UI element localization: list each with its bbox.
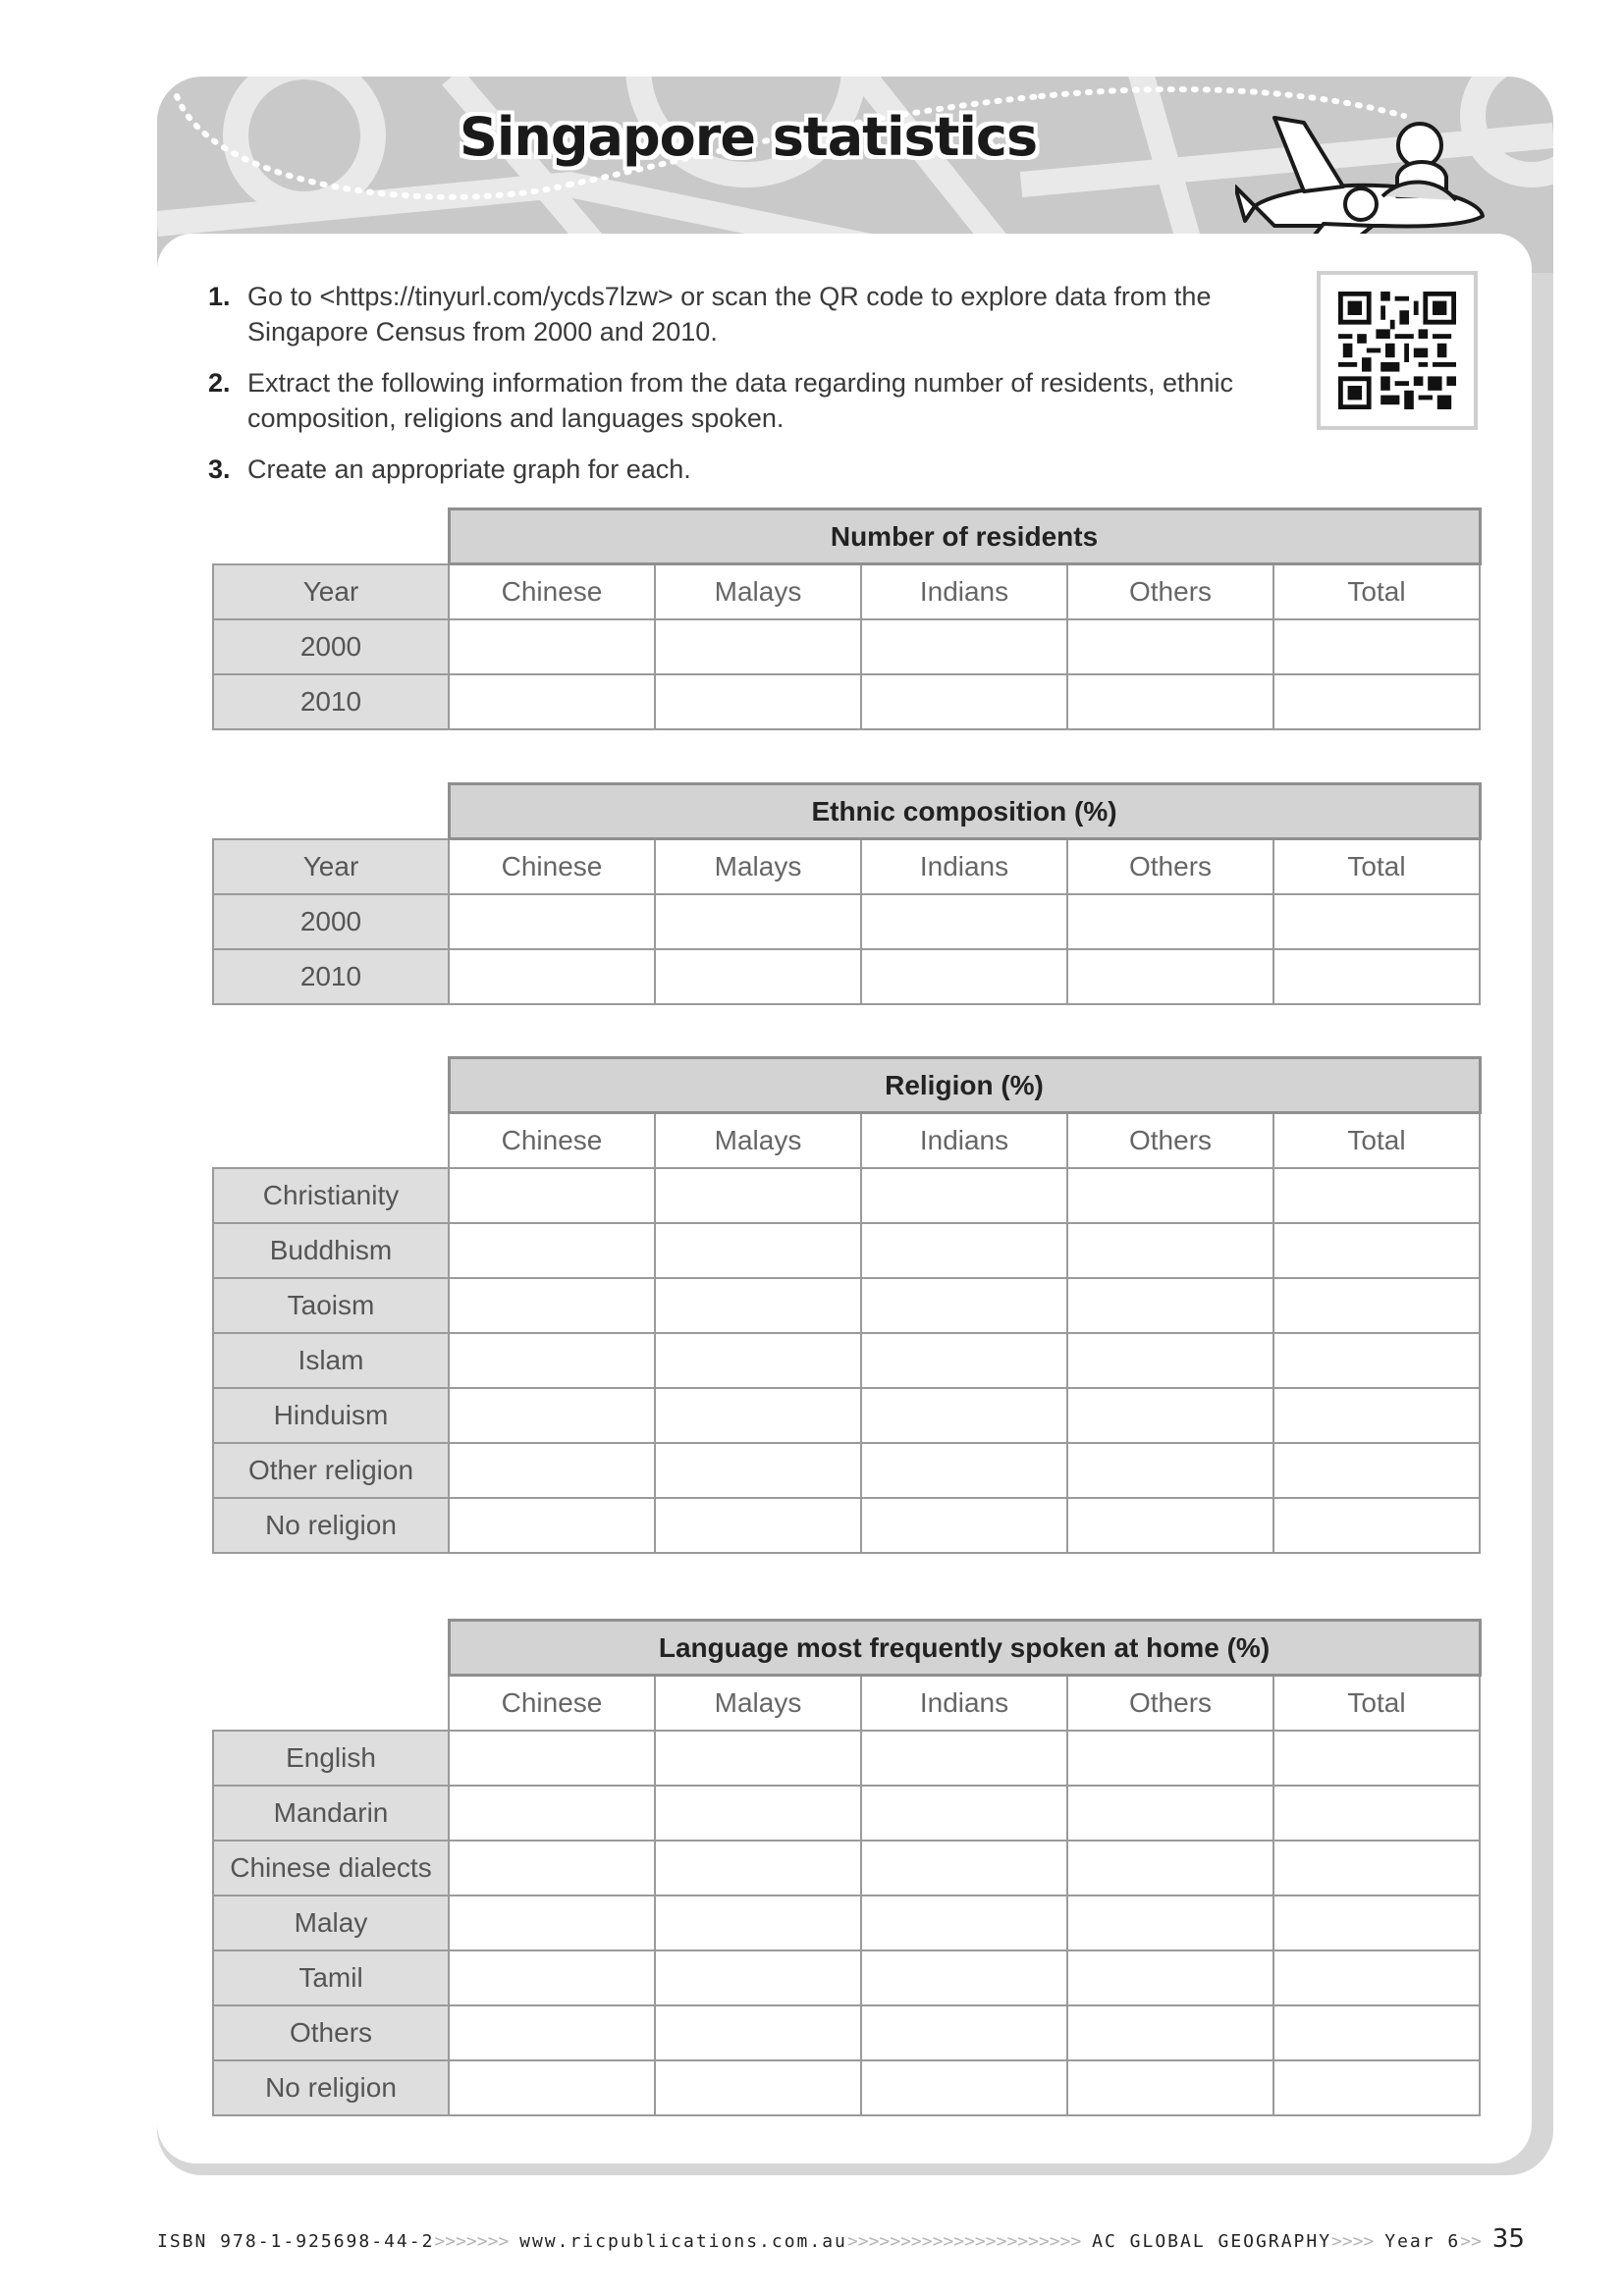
row-label: Taoism — [213, 1278, 449, 1333]
input-cell[interactable] — [655, 1333, 861, 1388]
input-cell[interactable] — [861, 1498, 1067, 1553]
divider-arrows: >>>>>>> — [434, 2231, 520, 2252]
input-cell[interactable] — [1067, 674, 1273, 729]
table-row — [213, 619, 1480, 674]
input-cell[interactable] — [449, 1333, 655, 1388]
input-cell[interactable] — [655, 1786, 861, 1841]
input-cell[interactable] — [861, 1388, 1067, 1443]
input-cell[interactable] — [861, 1443, 1067, 1498]
input-cell[interactable] — [1273, 2060, 1480, 2115]
input-cell[interactable] — [861, 1333, 1067, 1388]
input-cell[interactable] — [449, 1896, 655, 1950]
language-table — [212, 1619, 1482, 2116]
input-cell[interactable] — [1273, 1333, 1480, 1388]
input-cell[interactable] — [861, 1786, 1067, 1841]
divider-arrows: >>>>>>>>>>>>>>>>>>>>>> — [846, 2231, 1093, 2252]
input-cell[interactable] — [861, 2060, 1067, 2115]
input-cell[interactable] — [1273, 1278, 1480, 1333]
table-title: Religion (%) — [449, 1058, 1480, 1113]
input-cell[interactable] — [1273, 1498, 1480, 1553]
table-title: Language most frequently spoken at home (%) — [449, 1621, 1480, 1676]
corner-label: Year — [213, 839, 449, 894]
column-header: Total — [1273, 839, 1480, 894]
row-label: Buddhism — [213, 1223, 449, 1278]
input-cell[interactable] — [655, 1443, 861, 1498]
input-cell[interactable] — [655, 674, 861, 729]
table-row — [213, 949, 1480, 1004]
table-row — [213, 1731, 1480, 1786]
instruction-text: Extract the following information from the data regarding number of residents, ethnic composition, religions and languages spoken. — [247, 368, 1234, 433]
table-row — [213, 1278, 1480, 1333]
corner-blank — [213, 1676, 449, 1731]
column-header: Total — [1273, 564, 1480, 619]
row-label: Islam — [213, 1333, 449, 1388]
table-row — [213, 1168, 1480, 1223]
instruction-number: 2. — [208, 368, 231, 398]
input-cell[interactable] — [1067, 1388, 1273, 1443]
input-cell[interactable] — [1067, 1731, 1273, 1786]
corner-blank — [213, 1621, 449, 1676]
column-header: Chinese — [449, 1676, 655, 1731]
column-header: Total — [1273, 1113, 1480, 1168]
input-cell[interactable] — [655, 1278, 861, 1333]
column-header: Chinese — [449, 839, 655, 894]
input-cell[interactable] — [1067, 1786, 1273, 1841]
input-cell[interactable] — [655, 2060, 861, 2115]
isbn-text: ISBN 978-1-925698-44-2 — [157, 2231, 435, 2252]
qr-code[interactable] — [1317, 271, 1478, 430]
religion-table — [212, 1056, 1482, 1554]
table-row — [213, 2060, 1480, 2115]
table-row — [213, 1896, 1480, 1950]
input-cell[interactable] — [449, 1223, 655, 1278]
input-cell[interactable] — [1273, 1731, 1480, 1786]
input-cell[interactable] — [1273, 1388, 1480, 1443]
input-cell[interactable] — [449, 1388, 655, 1443]
input-cell[interactable] — [1067, 1278, 1273, 1333]
table-row — [213, 1950, 1480, 2005]
row-label: No religion — [213, 1498, 449, 1553]
corner-blank — [213, 1058, 449, 1113]
input-cell[interactable] — [655, 2005, 861, 2060]
input-cell[interactable] — [861, 949, 1067, 1004]
column-header: Others — [1067, 1113, 1273, 1168]
input-cell[interactable] — [1067, 949, 1273, 1004]
input-cell[interactable] — [1067, 1223, 1273, 1278]
column-header: Total — [1273, 1676, 1480, 1731]
input-cell[interactable] — [1067, 2060, 1273, 2115]
input-cell[interactable] — [449, 674, 655, 729]
input-cell[interactable] — [1067, 1443, 1273, 1498]
page-title: Singapore statistics — [460, 106, 1038, 168]
row-label: Malay — [213, 1896, 449, 1950]
input-cell[interactable] — [655, 1168, 861, 1223]
input-cell[interactable] — [861, 1278, 1067, 1333]
column-header: Chinese — [449, 564, 655, 619]
instruction-2 — [208, 365, 1308, 436]
column-header: Indians — [861, 1113, 1067, 1168]
input-cell[interactable] — [655, 1896, 861, 1950]
input-cell[interactable] — [449, 1443, 655, 1498]
column-header: Others — [1067, 564, 1273, 619]
divider-arrows: >>>> — [1331, 2231, 1385, 2252]
instruction-text: Create an appropriate graph for each. — [247, 454, 691, 484]
input-cell[interactable] — [655, 949, 861, 1004]
input-cell[interactable] — [1273, 619, 1480, 674]
corner-label: Year — [213, 564, 449, 619]
input-cell[interactable] — [861, 1223, 1067, 1278]
input-cell[interactable] — [1067, 619, 1273, 674]
table-row — [213, 2005, 1480, 2060]
instruction-number: 3. — [208, 454, 231, 484]
input-cell[interactable] — [449, 894, 655, 949]
input-cell[interactable] — [449, 2005, 655, 2060]
input-cell[interactable] — [655, 1731, 861, 1786]
input-cell[interactable] — [1273, 1841, 1480, 1896]
input-cell[interactable] — [449, 2060, 655, 2115]
table-row — [213, 1786, 1480, 1841]
row-label: English — [213, 1731, 449, 1786]
table-row — [213, 1333, 1480, 1388]
website-link[interactable]: www.ricpublications.com.au — [519, 2231, 847, 2252]
input-cell[interactable] — [1067, 1498, 1273, 1553]
column-header: Indians — [861, 564, 1067, 619]
page-number: 35 — [1491, 2224, 1525, 2254]
input-cell[interactable] — [1067, 1950, 1273, 2005]
column-header: Others — [1067, 839, 1273, 894]
input-cell[interactable] — [655, 1388, 861, 1443]
input-cell[interactable] — [1067, 1896, 1273, 1950]
input-cell[interactable] — [861, 1896, 1067, 1950]
row-label: 2010 — [213, 674, 449, 729]
input-cell[interactable] — [449, 1841, 655, 1896]
input-cell[interactable] — [861, 1841, 1067, 1896]
residents-table — [212, 507, 1482, 730]
input-cell[interactable] — [861, 1950, 1067, 2005]
ethnic-table — [212, 782, 1482, 1005]
input-cell[interactable] — [1273, 1223, 1480, 1278]
year-level: Year 6 — [1384, 2231, 1461, 2252]
input-cell[interactable] — [655, 1841, 861, 1896]
input-cell[interactable] — [861, 1168, 1067, 1223]
input-cell[interactable] — [861, 1731, 1067, 1786]
input-cell[interactable] — [655, 894, 861, 949]
table-title: Number of residents — [449, 509, 1480, 564]
input-cell[interactable] — [449, 1168, 655, 1223]
corner-blank — [213, 784, 449, 839]
column-header: Indians — [861, 839, 1067, 894]
input-cell[interactable] — [861, 894, 1067, 949]
instruction-number: 1. — [208, 282, 231, 311]
input-cell[interactable] — [1273, 949, 1480, 1004]
divider-arrows: >> — [1460, 2231, 1492, 2252]
table-row — [213, 1223, 1480, 1278]
table-row — [213, 1443, 1480, 1498]
row-label: No religion — [213, 2060, 449, 2115]
column-header: Malays — [655, 1113, 861, 1168]
column-header: Indians — [861, 1676, 1067, 1731]
input-cell[interactable] — [1273, 674, 1480, 729]
instruction-3 — [208, 452, 1308, 487]
column-header: Chinese — [449, 1113, 655, 1168]
row-label: Other religion — [213, 1443, 449, 1498]
input-cell[interactable] — [655, 619, 861, 674]
input-cell[interactable] — [1273, 1786, 1480, 1841]
input-cell[interactable] — [449, 619, 655, 674]
input-cell[interactable] — [861, 674, 1067, 729]
input-cell[interactable] — [655, 1223, 861, 1278]
corner-blank — [213, 509, 449, 564]
row-label: Chinese dialects — [213, 1841, 449, 1896]
input-cell[interactable] — [1273, 2005, 1480, 2060]
row-label: Others — [213, 2005, 449, 2060]
input-cell[interactable] — [449, 1278, 655, 1333]
instructions-list — [208, 279, 1308, 503]
row-label: 2000 — [213, 619, 449, 674]
input-cell[interactable] — [449, 949, 655, 1004]
table-row — [213, 894, 1480, 949]
input-cell[interactable] — [449, 1786, 655, 1841]
row-label: 2000 — [213, 894, 449, 949]
input-cell[interactable] — [861, 619, 1067, 674]
column-header: Malays — [655, 839, 861, 894]
row-label: 2010 — [213, 949, 449, 1004]
input-cell[interactable] — [1273, 1443, 1480, 1498]
input-cell[interactable] — [1067, 1333, 1273, 1388]
input-cell[interactable] — [449, 1731, 655, 1786]
row-label: Tamil — [213, 1950, 449, 2005]
table-row — [213, 1388, 1480, 1443]
table-row — [213, 1498, 1480, 1553]
input-cell[interactable] — [1273, 894, 1480, 949]
corner-blank — [213, 1113, 449, 1168]
column-header: Malays — [655, 564, 861, 619]
column-header: Others — [1067, 1676, 1273, 1731]
input-cell[interactable] — [449, 1950, 655, 2005]
row-label: Mandarin — [213, 1786, 449, 1841]
qr-code-icon — [1338, 292, 1456, 409]
column-header: Malays — [655, 1676, 861, 1731]
input-cell[interactable] — [1067, 1168, 1273, 1223]
instruction-1 — [208, 279, 1308, 349]
series-name: AC GLOBAL GEOGRAPHY — [1092, 2231, 1332, 2252]
row-label: Christianity — [213, 1168, 449, 1223]
input-cell[interactable] — [1273, 1950, 1480, 2005]
input-cell[interactable] — [449, 1498, 655, 1553]
input-cell[interactable] — [1067, 1841, 1273, 1896]
input-cell[interactable] — [1273, 1168, 1480, 1223]
row-label: Hinduism — [213, 1388, 449, 1443]
input-cell[interactable] — [1067, 894, 1273, 949]
page-footer — [157, 2224, 1551, 2254]
input-cell[interactable] — [655, 1498, 861, 1553]
input-cell[interactable] — [1067, 2005, 1273, 2060]
input-cell[interactable] — [1273, 1896, 1480, 1950]
instruction-text: Go to <https://tinyurl.com/ycds7lzw> or scan the QR code to explore data from the Singapore Census from 2000 and 2010. — [247, 282, 1212, 347]
input-cell[interactable] — [655, 1950, 861, 2005]
table-title: Ethnic composition (%) — [449, 784, 1480, 839]
table-row — [213, 674, 1480, 729]
input-cell[interactable] — [861, 2005, 1067, 2060]
table-row — [213, 1841, 1480, 1896]
